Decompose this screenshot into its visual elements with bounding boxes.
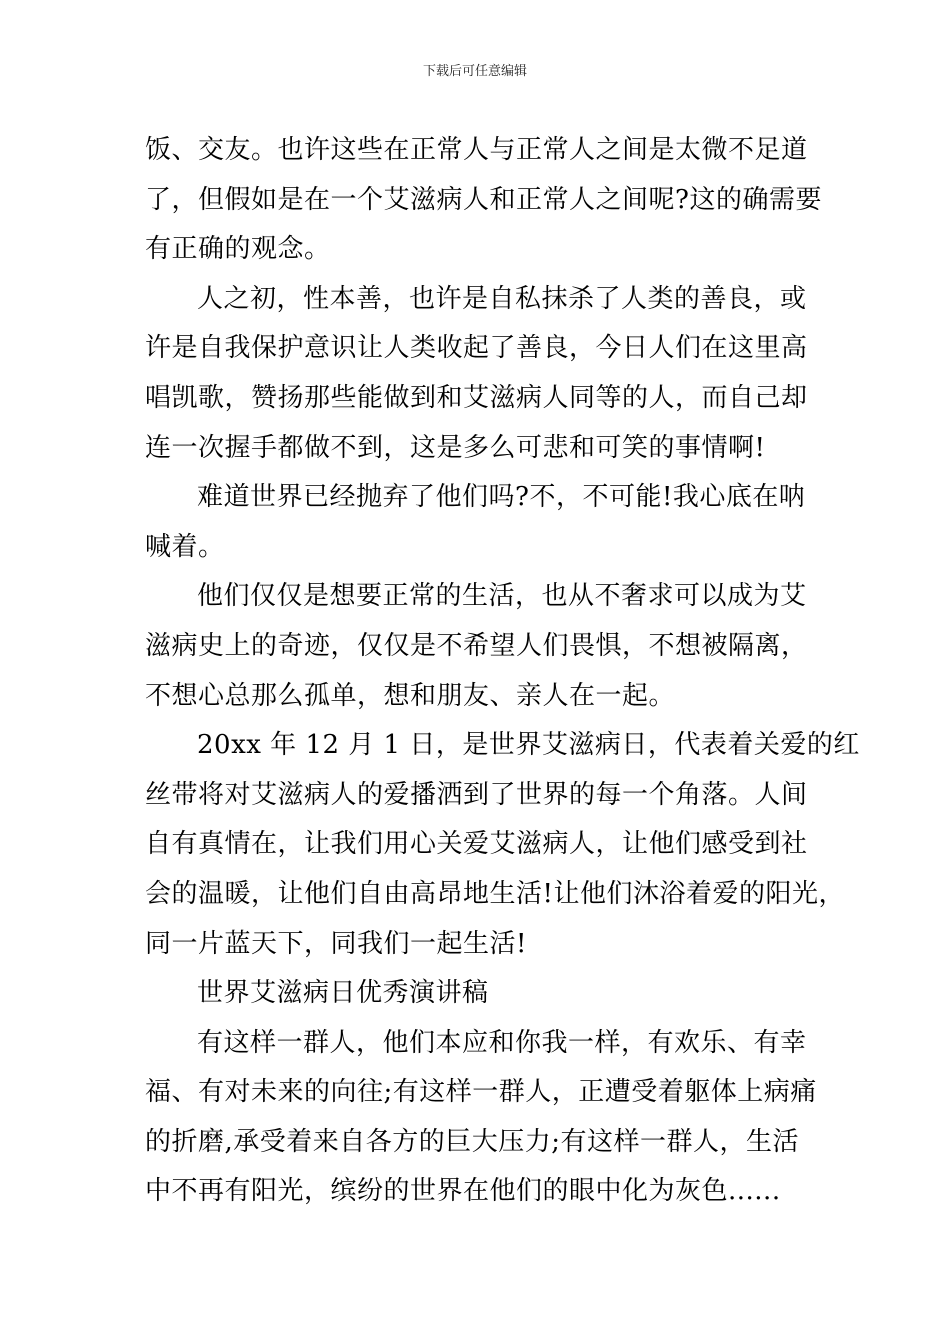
section-title: 世界艾滋病日优秀演讲稿 [197, 978, 489, 1009]
text-line: 福、有对未来的向往;有这样一群人，正遭受着躯体上病痛 [145, 1077, 817, 1108]
paragraph-start: 他们仅仅是想要正常的生活，也从不奢求可以成为艾 [197, 581, 807, 612]
paragraph-start: 20xx 年 12 月 1 日，是世界艾滋病日，代表着关爱的红 [197, 730, 860, 761]
page-header: 下载后可任意编辑 [422, 64, 527, 79]
text-line: 许是自我保护意识让人类收起了善良，今日人们在这里高 [145, 333, 808, 364]
text-line: 滋病史上的奇迹，仅仅是不希望人们畏惧，不想被隔离， [145, 630, 808, 661]
text-line: 不想心总那么孤单，想和朋友、亲人在一起。 [145, 680, 676, 711]
text-line: 丝带将对艾滋病人的爱播洒到了世界的每一个角落。人间 [145, 779, 808, 810]
text-line: 唱凯歌，赞扬那些能做到和艾滋病人同等的人，而自己却 [145, 382, 808, 413]
text-line: 饭、交友。也许这些在正常人与正常人之间是太微不足道 [145, 135, 808, 165]
document-body [145, 126, 860, 1217]
text-line: 同一片蓝天下，同我们一起生活! [145, 928, 527, 959]
text-line: 自有真情在，让我们用心关爱艾滋病人，让他们感受到社 [145, 829, 808, 860]
paragraph-start: 有这样一群人，他们本应和你我一样，有欢乐、有幸 [197, 1027, 807, 1058]
text-line: 中不再有阳光，缤纷的世界在他们的眼中化为灰色...... [145, 1176, 781, 1207]
text-line: 有正确的观念。 [145, 234, 331, 265]
text-line: 的折磨,承受着来自各方的巨大压力;有这样一群人，生活 [145, 1126, 800, 1157]
text-line: 了，但假如是在一个艾滋病人和正常人之间呢?这的确需要 [145, 184, 822, 215]
text-line: 喊着。 [145, 531, 225, 562]
text-line: 会的温暖，让他们自由高昂地生活!让他们沐浴着爱的阳光， [145, 878, 845, 909]
text-line: 连一次握手都做不到，这是多么可悲和可笑的事情啊! [145, 432, 766, 463]
paragraph-start: 难道世界已经抛弃了他们吗?不，不可能!我心底在呐 [197, 482, 806, 513]
paragraph-start: 人之初，性本善，也许是自私抹杀了人类的善良，或 [197, 283, 807, 314]
